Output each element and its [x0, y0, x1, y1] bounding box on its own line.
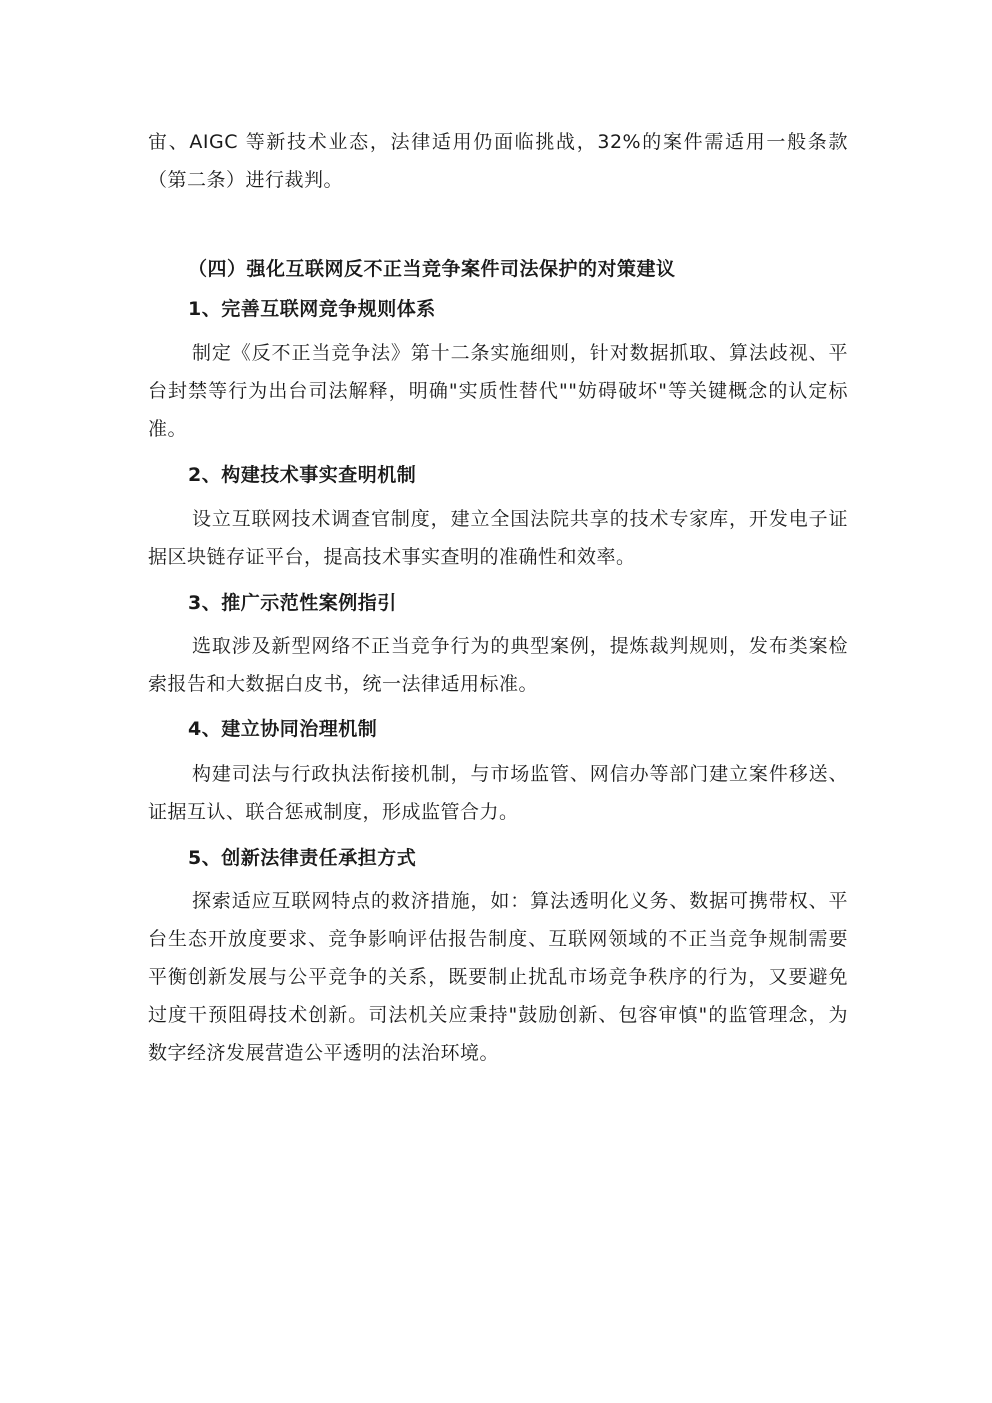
intro-paragraph: 宙、AIGC 等新技术业态，法律适用仍面临挑战，32%的案件需适用一般条款（第二条）进行裁判。: [148, 131, 848, 191]
item-4-heading: 4、建立协同治理机制: [188, 718, 378, 740]
item-5-heading: 5、创新法律责任承担方式: [188, 847, 417, 869]
item-2-body: 设立互联网技术调查官制度，建立全国法院共享的技术专家库，开发电子证据区块链存证平台，提高技术事实查明的准确性和效率。: [148, 508, 848, 568]
item-2-heading: 2、构建技术事实查明机制: [188, 464, 417, 486]
item-1-heading: 1、完善互联网竞争规则体系: [188, 298, 436, 320]
item-1-body: 制定《反不正当竞争法》第十二条实施细则，针对数据抓取、算法歧视、平台封禁等行为出台司法解释，明确"实质性替代""妨碍破坏"等关键概念的认定标准。: [148, 342, 848, 440]
item-3-body: 选取涉及新型网络不正当竞争行为的典型案例，提炼裁判规则，发布类案检索报告和大数据白皮书，统一法律适用标准。: [148, 635, 848, 695]
item-3-heading: 3、推广示范性案例指引: [188, 592, 397, 614]
item-5-body: 探索适应互联网特点的救济措施，如：算法透明化义务、数据可携带权、平台生态开放度要求、竞争影响评估报告制度、互联网领域的不正当竞争规制需要平衡创新发展与公平竞争的关系，既要制止扰乱市场竞争秩序的行为，又要避免过度干预阻碍技术创新。司法机关应秉持"鼓励创新、包容审慎"的监管理念，为数字经济发展营造公平透明的法治环境。: [148, 890, 848, 1064]
item-4-body: 构建司法与行政执法衔接机制，与市场监管、网信办等部门建立案件移送、证据互认、联合惩戒制度，形成监管合力。: [148, 763, 848, 823]
section-heading: （四）强化互联网反不正当竞争案件司法保护的对策建议: [188, 258, 676, 280]
